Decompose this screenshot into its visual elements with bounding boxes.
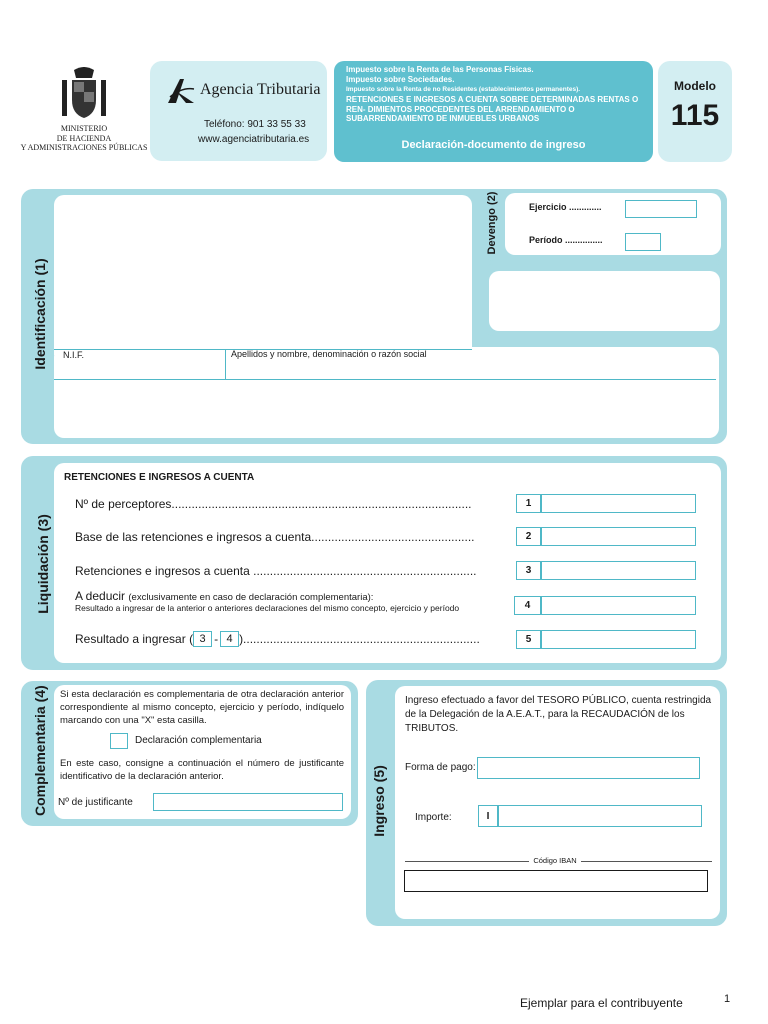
- justificante-label: Nº de justificante: [58, 797, 133, 808]
- agency-logo-icon: [166, 77, 196, 105]
- name-label: Apellidos y nombre, denominación o razón social: [231, 349, 427, 359]
- forma-pago-label: Forma de pago:: [405, 762, 476, 773]
- identificacion-top-area: [54, 195, 472, 355]
- importe-label: Importe:: [415, 812, 452, 823]
- liq-row-5-input[interactable]: [541, 630, 696, 649]
- tax-title: RETENCIONES E INGRESOS A CUENTA SOBRE DETERMINADAS RENTAS O REN- DIMIENTOS PROCEDENTES DEL ARRENDAMIENTO O SUBARRENDAMIENTO DE INMUEBLES URBANOS: [346, 95, 639, 123]
- ingreso-label: Ingreso (5): [371, 765, 387, 837]
- liq-row-3-input[interactable]: [541, 561, 696, 580]
- tax-line: Impuesto sobre Sociedades.: [346, 75, 455, 84]
- importe-input[interactable]: [498, 805, 702, 827]
- resultado-line: [75, 631, 505, 647]
- resultado-ref-a: 3: [193, 631, 212, 647]
- id-row-line: [54, 379, 716, 380]
- liq-row-2-input[interactable]: [541, 527, 696, 546]
- liq-row-1-input[interactable]: [541, 494, 696, 513]
- ejercicio-input[interactable]: [625, 200, 697, 218]
- doc-type: Declaración-documento de ingreso: [401, 139, 586, 151]
- deducir-line: [75, 589, 373, 603]
- importe-prefix: I: [478, 805, 498, 827]
- resultado-prefix: Resultado a ingresar (: [75, 632, 194, 646]
- periodo-label: Período ...............: [529, 235, 603, 245]
- agency-name: Agencia Tributaria: [200, 81, 321, 98]
- agency-website: www.agenciatributaria.es: [198, 134, 310, 145]
- liq-row-1-label: Nº de perceptores..........................................................................................: [75, 497, 472, 511]
- complementaria-text2: En este caso, consigne a continuación el número de justificante identificativo de la declaración anterior.: [60, 758, 344, 782]
- liquidacion-title: RETENCIONES E INGRESOS A CUENTA: [64, 472, 255, 483]
- liq-row-4-num: 4: [514, 596, 541, 615]
- iban-input[interactable]: [404, 870, 708, 892]
- iban-rule-left: [405, 861, 529, 862]
- tax-description-panel: [334, 61, 653, 162]
- devengo-label: Devengo (2): [486, 191, 498, 255]
- ingreso-text: Ingreso efectuado a favor del TESORO PÚBLICO, cuenta restringida de la Delegación de la A.E.A.T., para la RECAUDACIÓN de los TRIBUTOS.: [405, 695, 712, 734]
- ministry-line: MINISTERIO: [60, 124, 108, 133]
- page-number: 1: [724, 993, 731, 1005]
- ministry-line: DE HACIENDA: [56, 133, 112, 143]
- liquidacion-label: Liquidación (3): [35, 514, 51, 614]
- liq-row-4-input[interactable]: [541, 596, 696, 615]
- identificacion-label: Identificación (1): [32, 258, 48, 370]
- liq-row-2-num: 2: [516, 527, 541, 546]
- coat-of-arms-icon: [58, 66, 110, 122]
- tax-line: Impuesto sobre la Renta de las Personas Físicas.: [346, 65, 534, 74]
- modelo-label: Modelo: [674, 79, 716, 93]
- nif-input[interactable]: [58, 362, 222, 378]
- resultado-suffix: ).......................................................................: [239, 632, 480, 646]
- complementaria-checkbox[interactable]: [110, 733, 128, 749]
- extra-area: [489, 271, 720, 331]
- tax-line: Impuesto sobre la Renta de no Residentes (establecimientos permanentes).: [346, 86, 581, 93]
- nif-divider: [225, 349, 226, 379]
- deducir-note: (exclusivamente en caso de declaración complementaria):: [128, 592, 374, 603]
- complementaria-checkbox-label: Declaración complementaria: [135, 735, 262, 746]
- identificacion-bottom-area: [54, 347, 719, 438]
- liq-row-3-num: 3: [516, 561, 541, 580]
- deducir-sub: Resultado a ingresar de la anterior o anteriores declaraciones del mismo concepto, ejercicio y período: [75, 603, 460, 613]
- modelo-panel: [658, 61, 732, 162]
- iban-label: Código IBAN: [533, 856, 577, 865]
- periodo-input[interactable]: [625, 233, 661, 251]
- liq-row-2-label: Base de las retenciones e ingresos a cuenta.................................................: [75, 530, 475, 544]
- liq-row-5-num: 5: [516, 630, 541, 649]
- name-input[interactable]: [230, 362, 714, 378]
- complementaria-text1: Si esta declaración es complementaria de otra declaración anterior correspondiente al mismo concepto, ejercicio y período, indíquelo marcando con una "X" esta casilla.: [60, 689, 344, 726]
- liq-row-1-num: 1: [516, 494, 541, 513]
- ministry-line: Y ADMINISTRACIONES PÚBLICAS: [20, 143, 148, 152]
- ministry-block: [14, 64, 154, 156]
- deducir-label: A deducir: [75, 589, 126, 603]
- ejercicio-label: Ejercicio .............: [529, 202, 602, 212]
- liq-row-3-label: Retenciones e ingresos a cuenta ...................................................................: [75, 564, 477, 578]
- resultado-dash: -: [214, 632, 219, 646]
- agency-phone: Teléfono: 901 33 55 33: [204, 119, 306, 130]
- forma-pago-input[interactable]: [477, 757, 700, 779]
- copy-label: Ejemplar para el contribuyente: [520, 996, 683, 1010]
- justificante-input[interactable]: [153, 793, 343, 811]
- agency-panel: [150, 61, 327, 161]
- resultado-ref-b: 4: [220, 631, 239, 647]
- complementaria-label: Complementaria (4): [32, 685, 48, 816]
- iban-rule-right: [581, 861, 712, 862]
- nif-label: N.I.F.: [63, 350, 85, 360]
- modelo-number: 115: [670, 99, 720, 132]
